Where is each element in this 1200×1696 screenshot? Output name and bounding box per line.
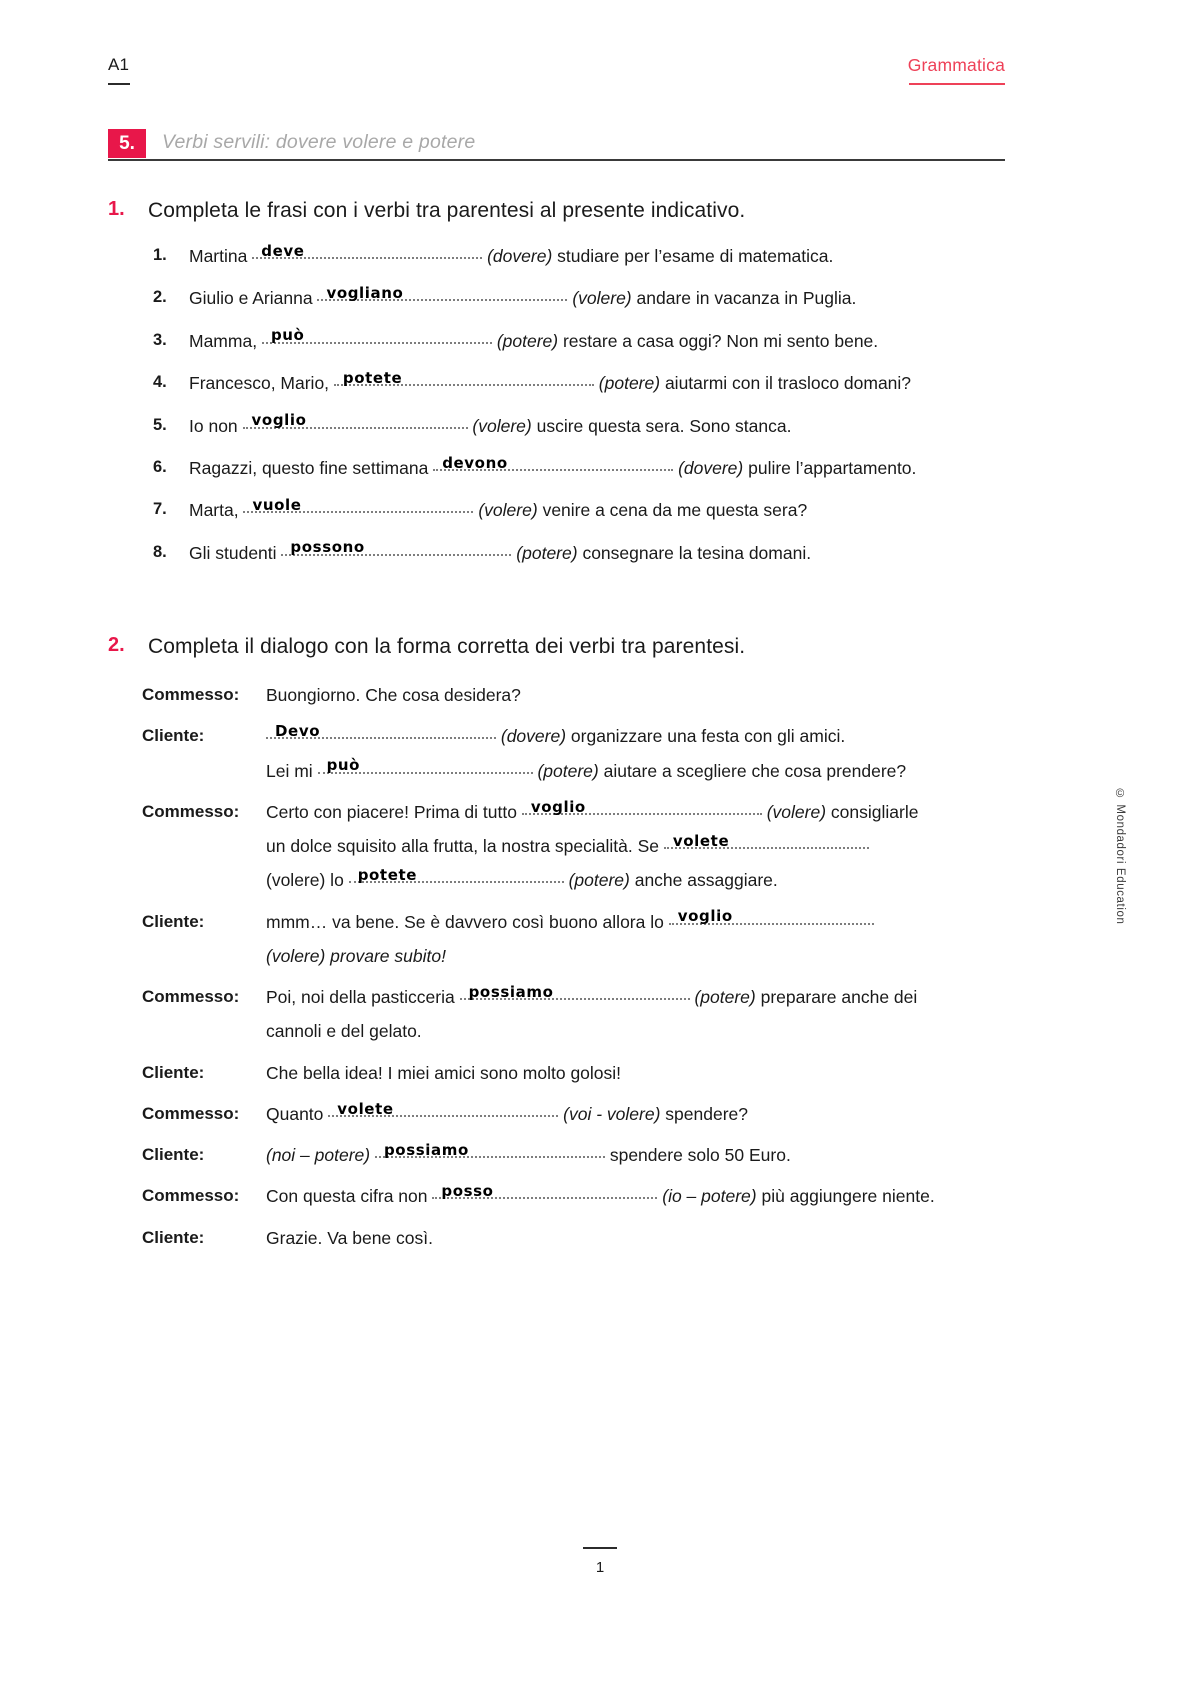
- dialogue-turn: [142, 682, 1008, 708]
- answer-blank[interactable]: [318, 758, 533, 784]
- speaker-label: Cliente:: [142, 726, 205, 746]
- turn-body: [142, 1060, 1008, 1086]
- turn-line: [266, 909, 1008, 935]
- line-text: Lei mi: [266, 760, 313, 781]
- verb-hint: (voi - volere): [563, 1103, 661, 1124]
- turn-line: [266, 723, 1008, 749]
- handwritten-answer: deve: [261, 241, 305, 260]
- verb-hint: (io – potere): [662, 1186, 757, 1207]
- line-text: Quanto: [266, 1103, 324, 1124]
- turn-line: [266, 758, 1008, 784]
- item-number: 7.: [153, 500, 167, 519]
- item-text-after: consegnare la tesina domani.: [582, 542, 812, 563]
- handwritten-answer: potete: [342, 368, 403, 387]
- speaker-label: Commesso:: [142, 1186, 240, 1206]
- list-item: [153, 241, 1008, 269]
- item-text-before: Marta,: [189, 500, 239, 521]
- answer-blank[interactable]: [252, 241, 482, 269]
- item-text-after: studiare per l’esame di matematica.: [557, 246, 834, 266]
- turn-line: [266, 1142, 1008, 1168]
- section-underline: [909, 83, 1005, 85]
- exercise-1-heading: [108, 198, 1008, 228]
- answer-blank[interactable]: [243, 495, 473, 523]
- turn-body: [142, 1142, 1008, 1168]
- verb-hint: (dovere): [500, 726, 567, 747]
- verb-hint: (potere): [537, 760, 599, 781]
- dialogue-turn: [142, 984, 1008, 1045]
- turn-body: [142, 799, 1008, 894]
- dialogue-turn: [142, 909, 1008, 970]
- turn-body: [142, 723, 1008, 784]
- turn-line: [266, 1183, 1008, 1209]
- speaker-label: Commesso:: [142, 987, 240, 1006]
- verb-hint: (potere): [496, 330, 559, 351]
- turn-line: [266, 1060, 1008, 1086]
- list-item: [153, 453, 1008, 481]
- answer-blank[interactable]: [328, 1101, 558, 1127]
- footer-divider: [583, 1547, 617, 1549]
- dialogue-turn: [142, 1101, 1008, 1127]
- item-text-after: pulire l’appartamento.: [748, 457, 917, 478]
- item-number: 3.: [153, 330, 167, 349]
- item-number: 5.: [153, 415, 167, 434]
- verb-hint: (dovere): [678, 457, 744, 478]
- item-text-after: aiutarmi con il trasloco domani?: [664, 373, 912, 394]
- turn-body: [142, 909, 1008, 970]
- item-text-before: Ragazzi, questo fine settimana: [189, 457, 429, 478]
- list-item: [153, 495, 1008, 523]
- unit-number-badge: 5.: [108, 129, 146, 158]
- dialogue-turn: [142, 799, 1008, 894]
- line-text: organizzare una festa con gli amici.: [570, 726, 846, 747]
- page-number: 1: [595, 1559, 605, 1576]
- handwritten-answer: Devo: [275, 722, 321, 740]
- page-footer: [0, 1547, 1200, 1576]
- list-item: [153, 411, 1008, 439]
- line-text: anche assaggiare.: [634, 870, 778, 891]
- exercise-1-title: Completa le frasi con i verbi tra parentesi al presente indicativo.: [148, 199, 746, 222]
- line-text: consigliarle: [830, 801, 919, 822]
- item-number: 8.: [153, 542, 167, 561]
- list-item: [153, 538, 1008, 566]
- answer-blank[interactable]: [281, 538, 511, 566]
- line-text: spendere?: [665, 1103, 748, 1124]
- turn-line: [266, 833, 1008, 859]
- turn-line: [266, 1225, 1008, 1251]
- exercise-1: [108, 198, 1008, 583]
- answer-blank[interactable]: [334, 368, 594, 396]
- exercise-1-item-list: [108, 241, 1008, 566]
- item-text-after: restare a casa oggi? Non mi sento bene.: [562, 330, 879, 351]
- answer-blank[interactable]: [669, 909, 874, 935]
- line-text: mmm… va bene. Se è davvero così buono allora lo: [266, 911, 664, 932]
- answer-blank[interactable]: [375, 1142, 605, 1168]
- line-text: Grazie. Va bene così.: [266, 1227, 433, 1248]
- verb-hint: (volere): [478, 500, 538, 521]
- line-text: Con questa cifra non: [266, 1186, 428, 1207]
- item-text-before: Io non: [189, 415, 238, 436]
- exercise-1-number: 1.: [108, 198, 125, 220]
- turn-line: [266, 1101, 1008, 1127]
- turn-body: [142, 1183, 1008, 1209]
- section-label: Grammatica: [907, 55, 1005, 75]
- handwritten-answer: volete: [672, 831, 730, 850]
- item-text-after: uscire questa sera. Sono stanca.: [536, 415, 792, 436]
- turn-line: [266, 867, 1008, 893]
- turn-line: [266, 799, 1008, 825]
- item-number: 1.: [153, 246, 167, 264]
- list-item: [153, 326, 1008, 354]
- dialogue-turn: [142, 1225, 1008, 1251]
- verb-hint: (potere): [568, 870, 630, 891]
- dialogue-turn: [142, 723, 1008, 784]
- line-text: un dolce squisito alla frutta, la nostra specialità. Se: [266, 836, 659, 856]
- item-text-before: Giulio e Arianna: [189, 288, 313, 309]
- line-text: spendere solo 50 Euro.: [609, 1145, 791, 1165]
- line-text: Buongiorno. Che cosa desidera?: [266, 685, 521, 705]
- turn-line: [266, 943, 1008, 969]
- verb-hint: (noi – potere): [266, 1145, 371, 1165]
- handwritten-answer: voglio: [677, 907, 733, 926]
- list-item: [153, 368, 1008, 396]
- answer-blank[interactable]: [664, 833, 869, 859]
- verb-hint: (dovere): [487, 246, 553, 266]
- verb-hint: (volere): [472, 415, 532, 436]
- handwritten-answer: possiamo: [468, 982, 554, 1001]
- line-text: preparare anche dei: [760, 987, 918, 1007]
- level-label: A1: [108, 55, 130, 74]
- handwritten-answer: può: [270, 326, 305, 345]
- item-number: 2.: [153, 288, 167, 307]
- answer-blank[interactable]: [243, 411, 468, 439]
- item-text-before: Gli studenti: [189, 542, 277, 563]
- item-text-after: andare in vacanza in Puglia.: [636, 288, 857, 309]
- exercise-2-number: 2.: [108, 634, 125, 656]
- handwritten-answer: voglio: [530, 797, 586, 816]
- page-header: [108, 55, 1005, 101]
- verb-hint: (volere): [766, 801, 827, 822]
- item-text-after: venire a cena da me questa sera?: [542, 500, 808, 521]
- answer-blank[interactable]: [262, 326, 492, 354]
- exercise-2: [108, 634, 1008, 1266]
- line-text: (volere) lo: [266, 870, 344, 891]
- item-text-before: Mamma,: [189, 330, 258, 351]
- line-text: più aggiungere niente.: [761, 1186, 935, 1207]
- verb-hint: (potere): [694, 987, 756, 1007]
- turn-line: [266, 984, 1008, 1010]
- unit-title: Verbi servili: dovere volere e potere: [162, 131, 476, 153]
- verb-hint: (volere): [572, 288, 632, 309]
- unit-divider: [108, 159, 1005, 161]
- turn-line: [266, 1018, 1008, 1044]
- handwritten-answer: voglio: [251, 411, 307, 430]
- answer-blank[interactable]: [349, 867, 564, 893]
- dialogue-turn: [142, 1060, 1008, 1086]
- answer-blank[interactable]: [460, 984, 690, 1010]
- list-item: [153, 286, 1008, 311]
- item-text-before: Francesco, Mario,: [189, 373, 330, 394]
- turn-line: [266, 682, 1008, 708]
- line-text: (volere) provare subito!: [266, 945, 446, 966]
- handwritten-answer: devono: [442, 453, 508, 472]
- line-text: Che bella idea! I miei amici sono molto golosi!: [266, 1062, 622, 1083]
- handwritten-answer: possiamo: [383, 1140, 469, 1159]
- line-text: cannoli e del gelato.: [266, 1021, 422, 1042]
- answer-blank[interactable]: [433, 453, 673, 481]
- item-number: 6.: [153, 457, 167, 476]
- exercise-2-title: Completa il dialogo con la forma corretta dei verbi tra parentesi.: [148, 635, 746, 658]
- answer-blank[interactable]: [266, 723, 496, 749]
- turn-body: [142, 984, 1008, 1045]
- handwritten-answer: vuole: [252, 495, 302, 514]
- handwritten-answer: possono: [290, 538, 365, 557]
- item-text-before: Martina: [189, 246, 248, 266]
- handwritten-answer: potete: [357, 866, 418, 884]
- verb-hint: (potere): [598, 373, 661, 394]
- speaker-label: Cliente:: [142, 911, 205, 931]
- verb-hint: (potere): [516, 542, 578, 563]
- speaker-label: Cliente:: [142, 1227, 205, 1247]
- handwritten-answer: vogliano: [326, 284, 404, 302]
- line-text: aiutare a scegliere che cosa prendere?: [603, 760, 907, 781]
- exercise-2-heading: [108, 634, 1008, 664]
- turn-body: [142, 682, 1008, 708]
- speaker-label: Cliente:: [142, 1145, 205, 1164]
- handwritten-answer: posso: [441, 1182, 494, 1200]
- dialogue-turn: [142, 1183, 1008, 1209]
- speaker-label: Commesso:: [142, 1103, 240, 1123]
- turn-body: [142, 1225, 1008, 1251]
- line-text: Poi, noi della pasticceria: [266, 987, 455, 1007]
- answer-blank[interactable]: [317, 286, 567, 311]
- level-underline: [108, 83, 130, 85]
- dialogue-list: [108, 682, 1008, 1251]
- line-text: Certo con piacere! Prima di tutto: [266, 801, 517, 822]
- speaker-label: Commesso:: [142, 801, 240, 821]
- unit-title-bar: [108, 129, 1005, 163]
- handwritten-answer: volete: [337, 1099, 394, 1118]
- turn-body: [142, 1101, 1008, 1127]
- answer-blank[interactable]: [432, 1183, 657, 1209]
- answer-blank[interactable]: [522, 799, 762, 825]
- copyright-notice: © Mondadori Education: [1114, 788, 1126, 925]
- speaker-label: Commesso:: [142, 685, 240, 704]
- speaker-label: Cliente:: [142, 1062, 205, 1082]
- handwritten-answer: può: [326, 756, 361, 775]
- item-number: 4.: [153, 373, 167, 392]
- dialogue-turn: [142, 1142, 1008, 1168]
